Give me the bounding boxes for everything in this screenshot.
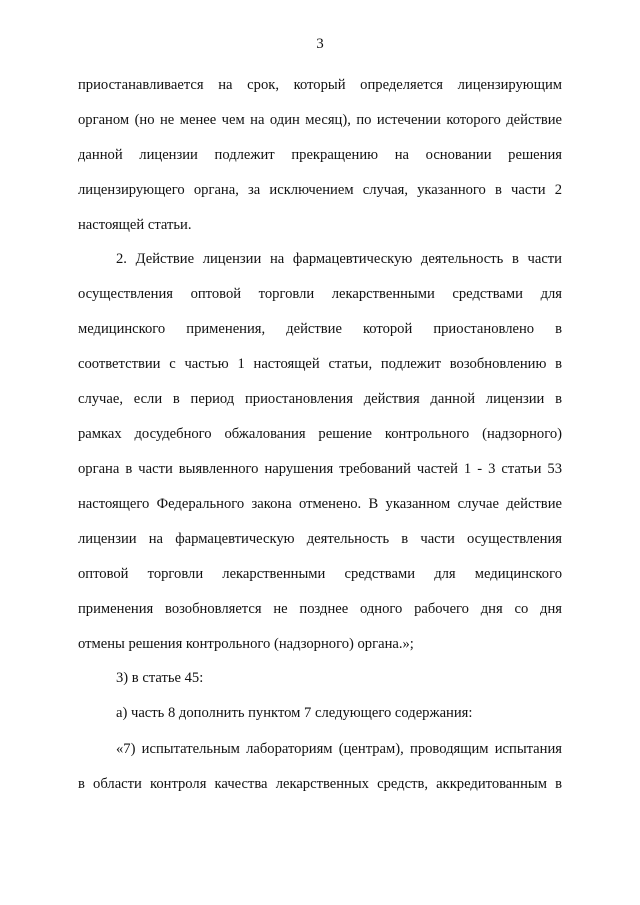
paragraph-4-line-1: а) часть 8 дополнить пунктом 7 следующего содержания:	[116, 705, 473, 721]
paragraph-3-line-1: 3) в статье 45:	[116, 670, 204, 686]
paragraph-2-line-8: настоящего Федерального закона отменено. В указанном случае действие	[78, 496, 562, 512]
paragraph-2-line-3: медицинского применения, действие которой приостановлено в	[78, 321, 562, 337]
paragraph-1-line-5: настоящей статьи.	[78, 217, 192, 233]
paragraph-2-line-11: применения возобновляется не позднее одного рабочего дня со дня	[78, 601, 562, 617]
paragraph-5-line-1: «7) испытательным лабораториям (центрам), проводящим испытания	[116, 741, 562, 757]
paragraph-1-line-2: органом (но не менее чем на один месяц), по истечении которого действие	[78, 112, 562, 128]
paragraph-2-line-1: 2. Действие лицензии на фармацевтическую деятельность в части	[116, 251, 562, 267]
paragraph-2-line-4: соответствии с частью 1 настоящей статьи, подлежит возобновлению в	[78, 356, 562, 372]
paragraph-1-line-4: лицензирующего органа, за исключением случая, указанного в части 2	[78, 182, 562, 198]
paragraph-5-line-2: в области контроля качества лекарственных средств, аккредитованным в	[78, 776, 562, 792]
paragraph-2-line-9: лицензии на фармацевтическую деятельность в части осуществления	[78, 531, 562, 547]
paragraph-1-line-3: данной лицензии подлежит прекращению на основании решения	[78, 147, 562, 163]
paragraph-2-line-2: осуществления оптовой торговли лекарственными средствами для	[78, 286, 562, 302]
paragraph-2-line-12: отмены решения контрольного (надзорного) органа.»;	[78, 636, 414, 652]
paragraph-2-line-5: случае, если в период приостановления действия данной лицензии в	[78, 391, 562, 407]
paragraph-2-line-6: рамках досудебного обжалования решение контрольного (надзорного)	[78, 426, 562, 442]
paragraph-2-line-7: органа в части выявленного нарушения требований частей 1 - 3 статьи 53	[78, 461, 562, 477]
paragraph-1-line-1: приостанавливается на срок, который определяется лицензирующим	[78, 77, 562, 93]
paragraph-2-line-10: оптовой торговли лекарственными средствами для медицинского	[78, 566, 562, 582]
page-number: 3	[316, 36, 324, 52]
